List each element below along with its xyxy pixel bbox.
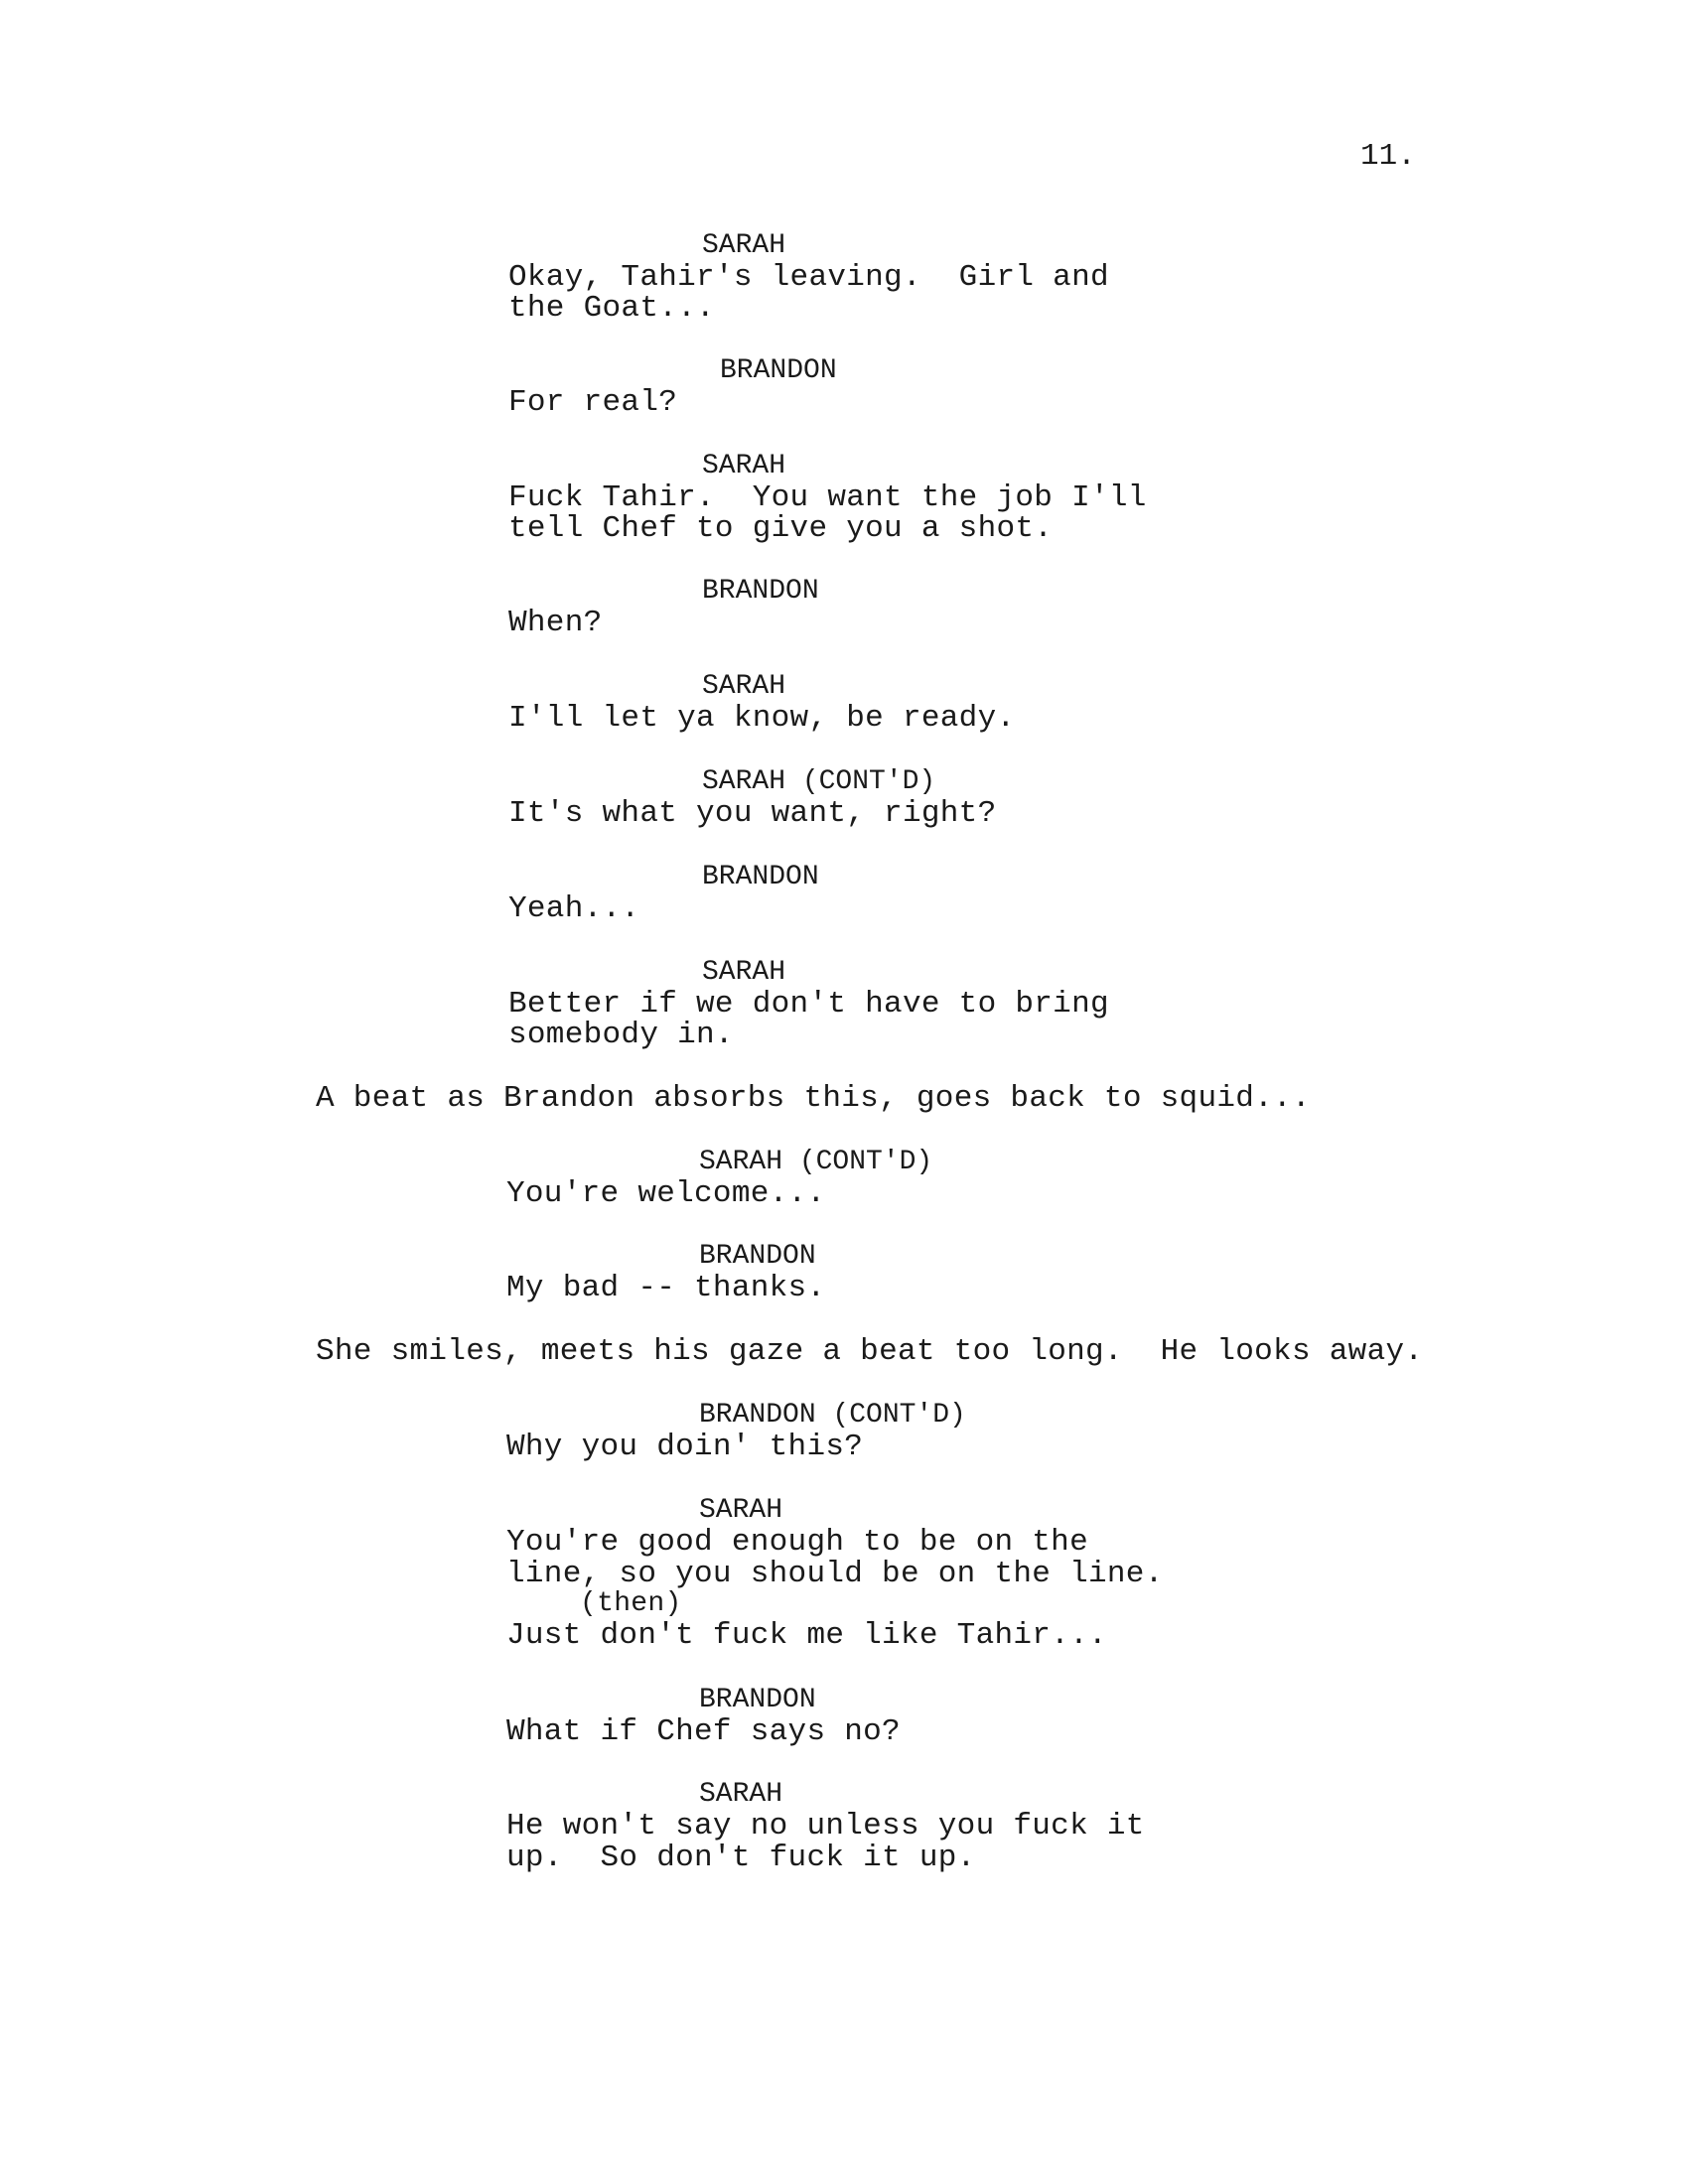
dialogue-line: Why you doin' this?: [506, 1430, 864, 1464]
action-line: A beat as Brandon absorbs this, goes back to squid...: [316, 1081, 1311, 1116]
dialogue-line: You're welcome...: [506, 1176, 826, 1211]
dialogue-line: Fuck Tahir. You want the job I'll: [508, 480, 1147, 515]
dialogue-line: When?: [508, 606, 603, 640]
dialogue-line: He won't say no unless you fuck it: [506, 1809, 1145, 1843]
dialogue-line: It's what you want, right?: [508, 796, 997, 831]
dialogue-line: Yeah...: [508, 891, 640, 926]
dialogue-line: My bad -- thanks.: [506, 1271, 826, 1305]
character-name: SARAH: [702, 230, 786, 261]
character-name: SARAH: [699, 1495, 783, 1526]
character-name: BRANDON: [702, 862, 819, 892]
character-name: SARAH: [702, 671, 786, 702]
dialogue-line: For real?: [508, 385, 678, 420]
character-name: SARAH (CONT'D): [702, 766, 936, 797]
character-name: SARAH: [702, 451, 786, 481]
character-name: BRANDON: [720, 355, 837, 386]
dialogue-line: line, so you should be on the line.: [506, 1557, 1164, 1591]
dialogue-line: You're good enough to be on the: [506, 1525, 1088, 1560]
character-name: BRANDON: [702, 576, 819, 607]
action-line: She smiles, meets his gaze a beat too long. He looks away.: [316, 1334, 1424, 1369]
dialogue-line: What if Chef says no?: [506, 1714, 901, 1749]
character-name: SARAH: [699, 1779, 783, 1810]
dialogue-line: tell Chef to give you a shot.: [508, 511, 1054, 546]
dialogue-line: the Goat...: [508, 291, 715, 326]
character-name: SARAH (CONT'D): [699, 1147, 933, 1177]
dialogue-line: I'll let ya know, be ready.: [508, 701, 1016, 736]
dialogue-line: Better if we don't have to bring: [508, 987, 1109, 1022]
dialogue-line: up. So don't fuck it up.: [506, 1841, 976, 1875]
dialogue-line: Just don't fuck me like Tahir...: [506, 1618, 1107, 1653]
character-name: SARAH: [702, 957, 786, 988]
character-name: BRANDON: [699, 1241, 816, 1272]
character-name: BRANDON (CONT'D): [699, 1400, 966, 1431]
parenthetical: (then): [580, 1588, 682, 1619]
page-number: 11.: [1360, 139, 1416, 174]
dialogue-line: somebody in.: [508, 1018, 734, 1052]
dialogue-line: Okay, Tahir's leaving. Girl and: [508, 260, 1109, 295]
character-name: BRANDON: [699, 1685, 816, 1715]
